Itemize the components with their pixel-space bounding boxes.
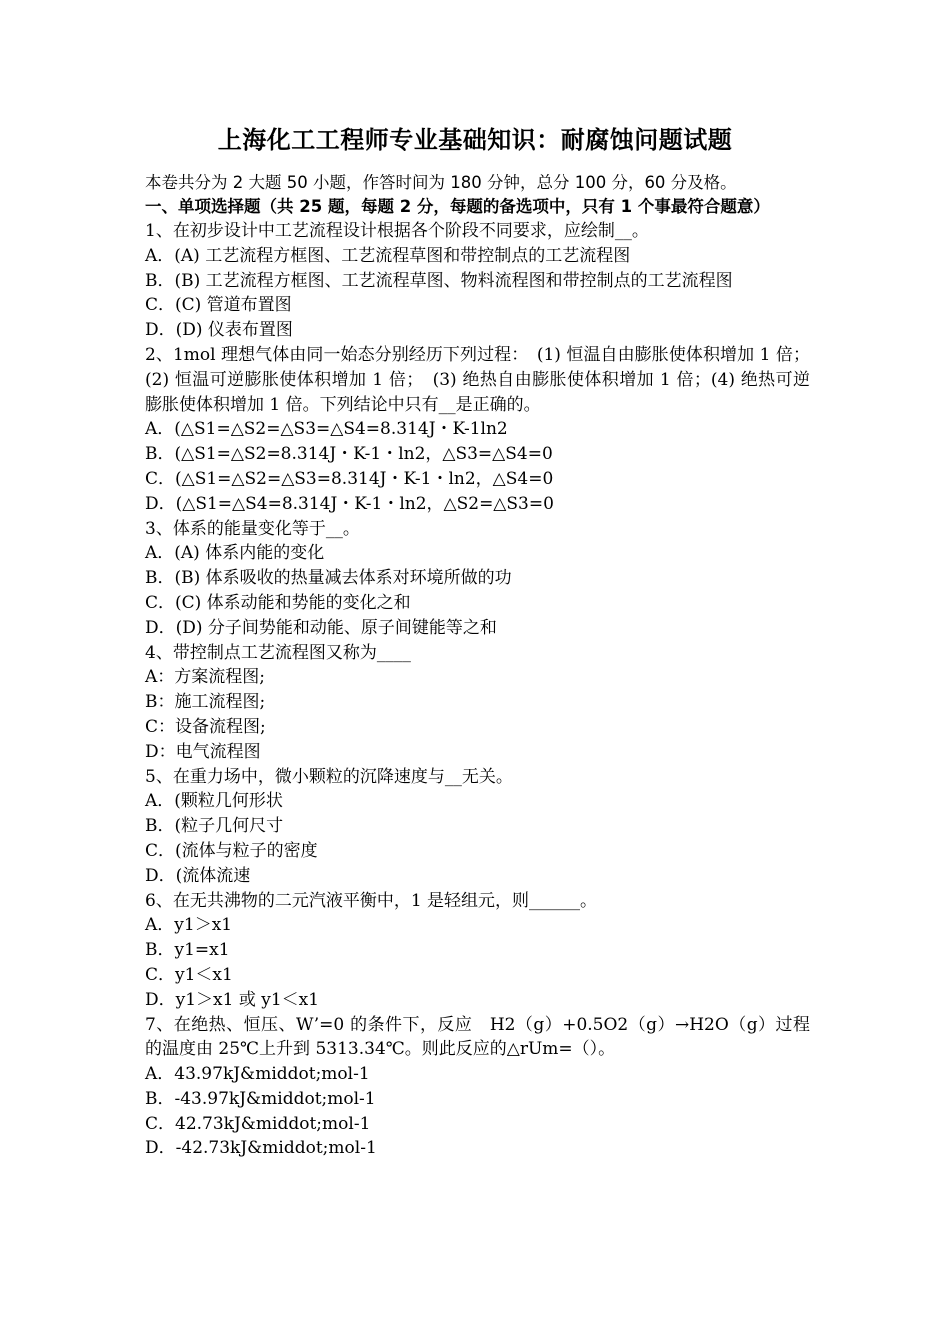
question-2-option-c: C．(△S1=△S2=△S3=8.314J・K-1・ln2，△S4=0: [145, 468, 554, 489]
question-1-option-a: A．(A) 工艺流程方框图、工艺流程草图和带控制点的工艺流程图: [145, 245, 631, 266]
question-3-stem: 3、体系的能量变化等于__。: [145, 518, 360, 539]
question-7-option-d: D．-42.73kJ&middot;mol-1: [145, 1138, 377, 1159]
question-5-stem: 5、在重力场中，微小颗粒的沉降速度与__无关。: [145, 766, 513, 787]
question-2-option-a: A．(△S1=△S2=△S3=△S4=8.314J・K-1ln2: [145, 419, 508, 440]
document-body: [145, 170, 810, 1161]
question-4-option-a: A：方案流程图;: [145, 667, 266, 688]
question-1-option-b: B．(B) 工艺流程方框图、工艺流程草图、物料流程图和带控制点的工艺流程图: [145, 270, 733, 291]
question-1-stem: 1、在初步设计中工艺流程设计根据各个阶段不同要求，应绘制__。: [145, 221, 649, 241]
question-6-option-a: A．y1＞x1: [145, 915, 233, 936]
question-4-stem: 4、带控制点工艺流程图又称为____: [145, 642, 411, 663]
question-7-stem: 7、在绝热、恒压、W’=0 的条件下，反应 H2（g）+0.5O2（g）→H2O（g）过程的温度由 25℃上升到 5313.34℃。则此反应的△rUm=（）。: [145, 1014, 810, 1060]
document-title: 上海化工工程师专业基础知识：耐腐蚀问题试题: [217, 126, 733, 154]
question-6-option-d: D．y1＞x1 或 y1＜x1: [145, 989, 320, 1010]
question-6-option-b: B．y1=x1: [145, 940, 230, 961]
question-1-option-c: C．(C) 管道布置图: [145, 295, 292, 316]
question-6-stem: 6、在无共沸物的二元汽液平衡中，1 是轻组元，则______。: [145, 890, 598, 911]
question-2-stem: 2、1mol 理想气体由同一始态分别经历下列过程： (1) 恒温自由膨胀使体积增加 1 倍；(2) 恒温可逆膨胀使体积增加 1 倍； (3) 绝热自由膨胀使体积增加 1 倍；(4) 绝热可逆膨胀使体积增加 1 倍。下列结论中只有__是正确的。: [145, 344, 810, 415]
question-5-option-b: B．(粒子几何尺寸: [145, 816, 284, 837]
question-7-option-b: B．-43.97kJ&middot;mol-1: [145, 1088, 376, 1109]
question-5-option-c: C．(流体与粒子的密度: [145, 840, 318, 861]
question-4-option-c: C：设备流程图;: [145, 716, 266, 737]
section-heading: 一、单项选择题（共 25 题，每题 2 分，每题的备选项中，只有 1 个事最符合题意）: [145, 197, 770, 216]
question-3-option-a: A．(A) 体系内能的变化: [145, 543, 325, 564]
question-3-option-d: D．(D) 分子间势能和动能、原子间键能等之和: [145, 617, 497, 638]
exam-intro: 本卷共分为 2 大题 50 小题，作答时间为 180 分钟，总分 100 分，60 分及格。: [145, 173, 737, 192]
question-4-option-b: B：施工流程图;: [145, 692, 266, 713]
question-2-option-b: B．(△S1=△S2=8.314J・K-1・ln2，△S3=△S4=0: [145, 444, 553, 465]
question-1-option-d: D．(D) 仪表布置图: [145, 320, 293, 341]
question-2-option-d: D．(△S1=△S4=8.314J・K-1・ln2，△S2=△S3=0: [145, 493, 554, 514]
question-5-option-d: D．(流体流速: [145, 865, 251, 886]
question-3-option-b: B．(B) 体系吸收的热量减去体系对环境所做的功: [145, 568, 512, 589]
question-3-option-c: C．(C) 体系动能和势能的变化之和: [145, 592, 411, 613]
question-7-option-a: A．43.97kJ&middot;mol-1: [145, 1064, 370, 1085]
question-7-option-c: C．42.73kJ&middot;mol-1: [145, 1113, 371, 1134]
question-6-option-c: C．y1＜x1: [145, 964, 233, 985]
question-5-option-a: A．(颗粒几何形状: [145, 791, 283, 812]
question-4-option-d: D：电气流程图: [145, 741, 261, 762]
